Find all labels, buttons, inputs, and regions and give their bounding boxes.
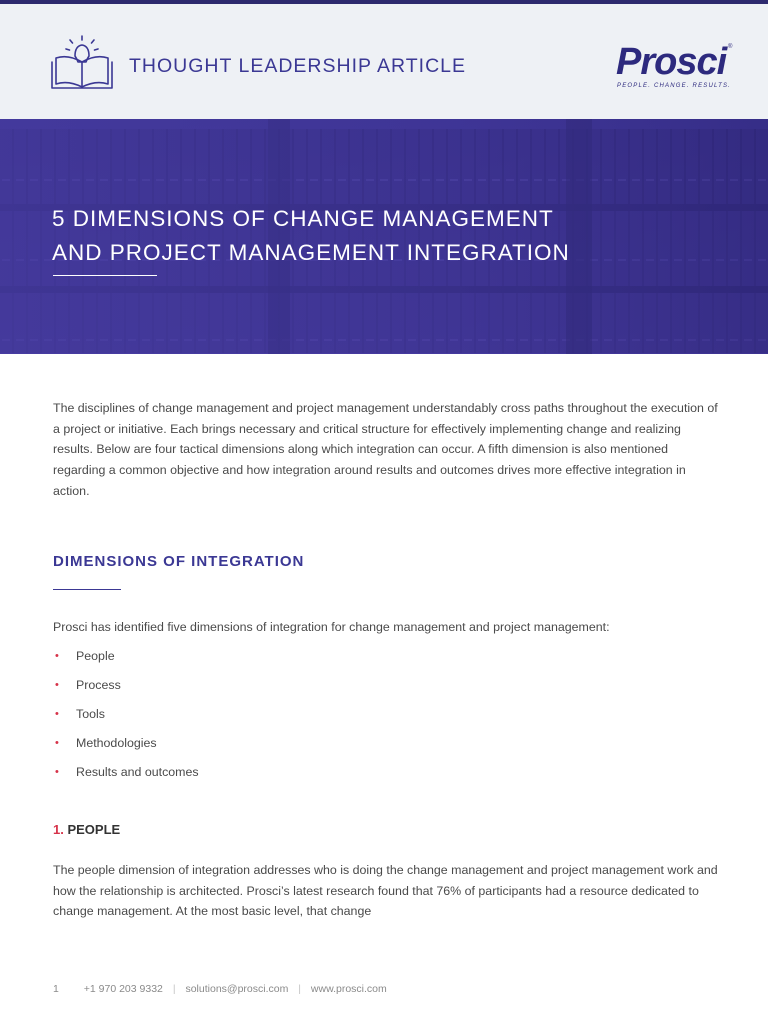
intro-paragraph: The disciplines of change management and project management understandably cross paths throughout the execution of a project or initiative. Each brings necessary and critical structure for effectively implementing change and realizing results. Below are four tactical dimensions along which integration can occur. A fifth dimension is also mentioned regarding a common objective and how integration around results and outcomes drives more effective integration in action. <box>53 401 718 498</box>
article-title-line-1: 5 DIMENSIONS OF CHANGE MANAGEMENT <box>52 206 554 231</box>
article-title-line-2: AND PROJECT MANAGEMENT INTEGRATION <box>52 240 570 265</box>
lightbulb-book-icon <box>50 34 114 92</box>
people-heading <box>53 822 120 837</box>
bullet-dot-icon: • <box>55 708 59 720</box>
list-item-label: Tools <box>76 707 105 721</box>
logo-tagline: PEOPLE. CHANGE. RESULTS. <box>617 83 732 89</box>
section-heading: DIMENSIONS OF INTEGRATION <box>53 553 305 570</box>
bullet-dot-icon: • <box>55 737 59 749</box>
article-type-label: THOUGHT LEADERSHIP ARTICLE <box>129 55 467 77</box>
page-number: 1 <box>53 983 59 995</box>
list-item <box>53 762 453 791</box>
list-item-label: Methodologies <box>76 736 157 750</box>
footer-separator: | <box>298 983 301 995</box>
section-heading-underline <box>53 589 121 590</box>
list-item <box>53 675 453 704</box>
dimensions-list <box>53 646 453 791</box>
footer-website[interactable]: www.prosci.com <box>310 983 387 995</box>
people-heading-text: PEOPLE <box>67 822 121 837</box>
page-footer <box>53 983 387 995</box>
hero-banner <box>0 119 768 354</box>
people-paragraph: The people dimension of integration addresses who is doing the change management and project management work and how the relationship is architected. Prosci’s latest research found that 76% of participants had a resource dedicated to change management. At the most basic level, that change <box>53 863 718 919</box>
registered-mark: ® <box>728 44 733 50</box>
list-item-label: Process <box>76 678 121 692</box>
footer-separator: | <box>172 983 176 995</box>
title-underline <box>53 275 157 276</box>
prosci-logo[interactable] <box>616 42 736 94</box>
logo-wordmark: Prosci <box>616 41 727 83</box>
bullet-dot-icon: • <box>55 650 59 662</box>
footer-email[interactable]: solutions@prosci.com <box>185 983 289 995</box>
article-title <box>52 202 672 270</box>
header-band <box>0 4 768 119</box>
people-heading-number: 1. <box>53 822 64 837</box>
list-item <box>53 733 453 762</box>
list-item-label: Results and outcomes <box>76 765 199 779</box>
list-item <box>53 646 453 675</box>
bullet-dot-icon: • <box>55 679 59 691</box>
dimensions-lead-text: Prosci has identified five dimensions of integration for change management and project management: <box>53 620 610 634</box>
list-item-label: People <box>76 649 115 663</box>
list-item <box>53 704 453 733</box>
bullet-dot-icon: • <box>55 766 59 778</box>
footer-phone[interactable]: +1 970 203 9332 <box>83 983 163 995</box>
